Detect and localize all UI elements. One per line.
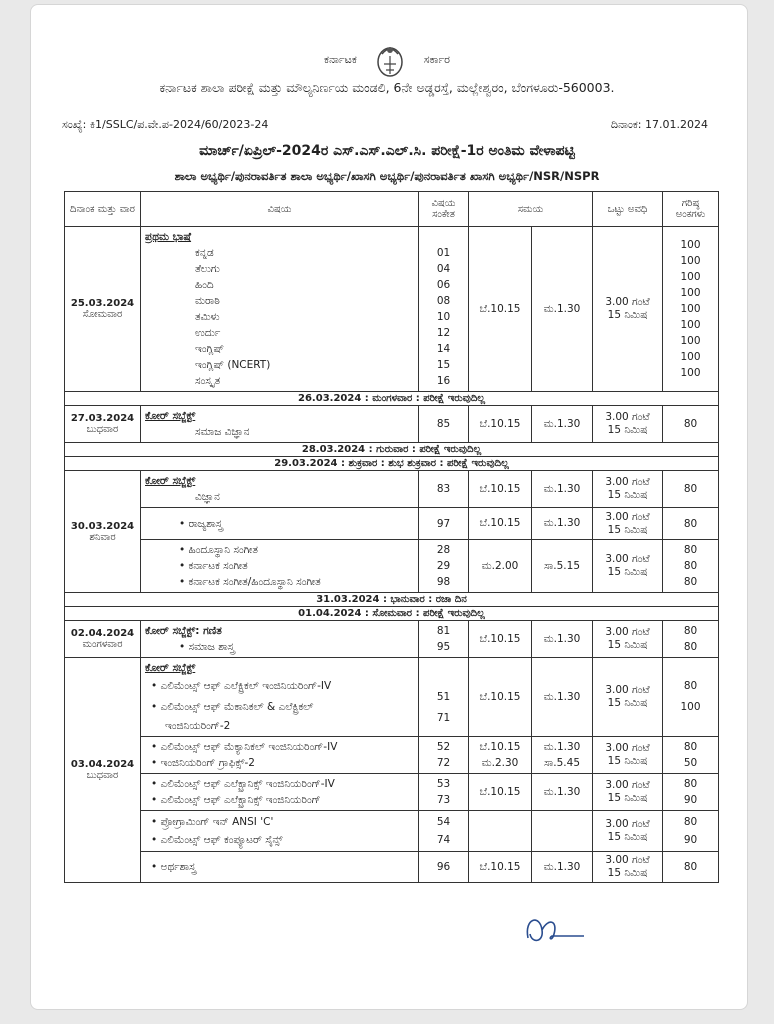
code-cell: 83 — [419, 471, 469, 508]
col-code: ವಿಷಯ ಸಂಕೇತ — [419, 192, 469, 227]
date-cell: 02.04.2024 ಮಂಗಳವಾರ — [65, 621, 141, 658]
marks-cell: 80 — [663, 852, 719, 883]
subject-cell: ಕೋರ್ ಸಬ್ಜೆಕ್ಟ್: ಗಣಿತ • ಸಮಾಜ ಶಾಸ್ತ್ರ — [141, 621, 419, 658]
table-row — [65, 406, 719, 443]
subject-cell: ಕೋರ್ ಸಬ್ಜೆಕ್ಟ್ ಸಮಾಜ ವಿಜ್ಞಾನ — [141, 406, 419, 443]
table-header-row — [65, 192, 719, 227]
page-title: ಮಾರ್ಚ್/ಏಪ್ರಿಲ್-2024ರ ಎಸ್.ಎಸ್.ಎಲ್.ಸಿ. ಪರೀಕ್ಷೆ-1ರ ಅಂತಿಮ ವೇಳಾಪಟ್ಟಿ — [199, 143, 575, 159]
date-cell: 27.03.2024 ಬುಧವಾರ — [65, 406, 141, 443]
end-time: ಮ.1.30 — [532, 508, 593, 540]
col-duration: ಒಟ್ಟು ಅವಧಿ — [593, 192, 663, 227]
duration-cell: 3.00 ಗಂಟೆ 15 ನಿಮಿಷ — [593, 227, 663, 392]
marks-cell: 80 80 80 — [663, 540, 719, 593]
holiday-row: 28.03.2024 : ಗುರುವಾರ : ಪರೀಕ್ಷೆ ಇರುವುದಿಲ್ಲ — [65, 443, 719, 457]
code-cell: 96 — [419, 852, 469, 883]
table-row — [65, 227, 719, 392]
code-cell: 81 95 — [419, 621, 469, 658]
start-time: ಬೆ.10.15 — [469, 621, 532, 658]
table-row — [65, 737, 719, 774]
code-cell: 01 04 06 08 10 12 14 15 16 — [419, 227, 469, 392]
marks-cell: 80 — [663, 508, 719, 540]
board-address: ಕರ್ನಾಟಕ ಶಾಲಾ ಪರೀಕ್ಷೆ ಮತ್ತು ಮೌಲ್ಯನಿರ್ಣಯ ಮಂಡಲಿ, 6ನೇ ಅಡ್ಡರಸ್ತೆ, ಮಲ್ಲೇಶ್ವರಂ, ಬೆಂಗಳೂರು-560003. — [159, 80, 615, 95]
end-time: ಮ.1.30 — [532, 658, 593, 737]
marks-cell: 80 100 — [663, 658, 719, 737]
start-time: ಬೆ.10.15 — [469, 227, 532, 392]
duration-cell: 3.00 ಗಂಟೆ 15 ನಿಮಿಷ — [593, 471, 663, 508]
table-row — [65, 508, 719, 540]
duration-cell: 3.00 ಗಂಟೆ 15 ನಿಮಿಷ — [593, 621, 663, 658]
date-cell: 25.03.2024 ಸೋಮವಾರ — [65, 227, 141, 392]
subject-cell: ಪ್ರಥಮ ಭಾಷೆ ಕನ್ನಡ ತೆಲುಗು ಹಿಂದಿ ಮರಾಠಿ ತಮಿಳು ಉರ್ದು ಇಂಗ್ಲಿಷ್ ಇಂಗ್ಲಿಷ್ (NCERT) ಸಂಸ್ಕೃತ — [141, 227, 419, 392]
duration-cell: 3.00 ಗಂಟೆ 15 ನಿಮಿಷ — [593, 540, 663, 593]
marks-cell: 80 — [663, 471, 719, 508]
start-time: ಬೆ.10.15 — [469, 406, 532, 443]
start-time: ಬೆ.10.15 — [469, 852, 532, 883]
col-time: ಸಮಯ — [469, 192, 593, 227]
subject-cell: • ಹಿಂದೂಸ್ಥಾನಿ ಸಂಗೀತ • ಕರ್ನಾಟಕ ಸಂಗೀತ • ಕರ್ನಾಟಕ ಸಂಗೀತ/ಹಿಂದೂಸ್ಥಾನಿ ಸಂಗೀತ — [141, 540, 419, 593]
gov-label-right: ಸರ್ಕಾರ — [423, 53, 450, 66]
table-row — [65, 774, 719, 811]
duration-cell: 3.00 ಗಂಟೆ 15 ನಿಮಿಷ — [593, 737, 663, 774]
col-date: ದಿನಾಂಕ ಮತ್ತು ವಾರ — [65, 192, 141, 227]
end-time: ಮ.1.30 — [532, 621, 593, 658]
subject-cell: • ಅರ್ಥಶಾಸ್ತ್ರ — [141, 852, 419, 883]
duration-cell: 3.00 ಗಂಟೆ 15 ನಿಮಿಷ — [593, 811, 663, 852]
holiday-row: 29.03.2024 : ಶುಕ್ರವಾರ : ಶುಭ ಶುಕ್ರವಾರ : ಪರೀಕ್ಷೆ ಇರುವುದಿಲ್ಲ — [65, 457, 719, 471]
code-cell: 53 73 — [419, 774, 469, 811]
marks-cell: 80 90 — [663, 811, 719, 852]
duration-cell: 3.00 ಗಂಟೆ 15 ನಿಮಿಷ — [593, 774, 663, 811]
table-row — [65, 811, 719, 852]
marks-cell: 100 100 100 100 100 100 100 100 100 — [663, 227, 719, 392]
subject-cell: • ರಾಜ್ಯಶಾಸ್ತ್ರ — [141, 508, 419, 540]
col-marks: ಗರಿಷ್ಠ ಅಂಕಗಳು — [663, 192, 719, 227]
duration-cell: 3.00 ಗಂಟೆ 15 ನಿಮಿಷ — [593, 852, 663, 883]
duration-cell: 3.00 ಗಂಟೆ 15 ನಿಮಿಷ — [593, 508, 663, 540]
start-time: ಬೆ.10.15 ಮ.2.30 — [469, 737, 532, 774]
duration-cell: 3.00 ಗಂಟೆ 15 ನಿಮಿಷ — [593, 406, 663, 443]
code-cell: 54 74 — [419, 811, 469, 852]
code-cell: 52 72 — [419, 737, 469, 774]
start-time: ಬೆ.10.15 — [469, 774, 532, 811]
start-time: ಬೆ.10.15 — [469, 658, 532, 737]
date-cell: 03.04.2024 ಬುಧವಾರ — [65, 658, 141, 883]
reference-number: ಸಂಖ್ಯೆ: ಕಿ1/SSLC/ಪ.ವೇ.ಪ-2024/60/2023-24 — [62, 118, 269, 131]
signature-icon — [518, 908, 588, 948]
subject-cell: • ಎಲಿಮೆಂಟ್ಸ್ ಆಫ್ ಮೆಕ್ಯಾನಿಕಲ್ ಇಂಜಿನಿಯರಿಂಗ್-IV • ಇಂಜಿನಿಯರಿಂಗ್ ಗ್ರಾಫಿಕ್ಸ್-2 — [141, 737, 419, 774]
code-cell: 51 71 — [419, 658, 469, 737]
timetable — [64, 191, 719, 883]
issue-date: ದಿನಾಂಕ: 17.01.2024 — [610, 118, 708, 131]
end-time: ಮ.1.30 ಸಾ.5.45 — [532, 737, 593, 774]
start-time: ಮ.2.00 — [469, 540, 532, 593]
holiday-row: 01.04.2024 : ಸೋಮವಾರ : ಪರೀಕ್ಷೆ ಇರುವುದಿಲ್ಲ — [65, 607, 719, 621]
end-time: ಮ.1.30 — [532, 227, 593, 392]
code-cell: 97 — [419, 508, 469, 540]
page-subtitle: ಶಾಲಾ ಅಭ್ಯರ್ಥಿ/ಪುನರಾವರ್ತಿತ ಶಾಲಾ ಅಭ್ಯರ್ಥಿ/ಖಾಸಗಿ ಅಭ್ಯರ್ಥಿ/ಪುನರಾವರ್ತಿತ ಖಾಸಗಿ ಅಭ್ಯರ್ಥಿ/NSR/NSPR — [174, 169, 600, 183]
duration-cell: 3.00 ಗಂಟೆ 15 ನಿಮಿಷ — [593, 658, 663, 737]
marks-cell: 80 50 — [663, 737, 719, 774]
table-row — [65, 471, 719, 508]
table-row — [65, 540, 719, 593]
code-cell: 85 — [419, 406, 469, 443]
gov-label-left: ಕರ್ನಾಟಕ — [324, 53, 357, 66]
end-time: ಮ.1.30 — [532, 406, 593, 443]
end-time: ಸಾ.5.15 — [532, 540, 593, 593]
marks-cell: 80 — [663, 406, 719, 443]
state-emblem-icon — [370, 40, 410, 80]
table-row — [65, 658, 719, 737]
table-row — [65, 852, 719, 883]
marks-cell: 80 80 — [663, 621, 719, 658]
subject-cell: ಕೋರ್ ಸಬ್ಜೆಕ್ಟ್ • ಎಲಿಮೆಂಟ್ಸ್ ಆಫ್ ಎಲೆಕ್ಟ್ರಿಕಲ್ ಇಂಜಿನಿಯರಿಂಗ್-IV • ಎಲಿಮೆಂಟ್ಸ್ ಆಫ್ ಮೆಕಾನಿಕಲ್ & ಎಲೆಕ್ಟ್ರಿಕಲ್ ಇಂಜಿನಿಯರಿಂಗ್-2 — [141, 658, 419, 737]
col-subject: ವಿಷಯ — [141, 192, 419, 227]
subject-cell: • ಪ್ರೋಗ್ರಾಮಿಂಗ್ ಇನ್ ANSI 'C' • ಎಲಿಮೆಂಟ್ಸ್ ಆಫ್ ಕಂಪ್ಯೂಟರ್ ಸೈನ್ಸ್ — [141, 811, 419, 852]
holiday-row: 31.03.2024 : ಭಾನುವಾರ : ರಜಾ ದಿನ — [65, 593, 719, 607]
end-time: ಮ.1.30 — [532, 774, 593, 811]
end-time: ಮ.1.30 — [532, 852, 593, 883]
government-header — [0, 40, 774, 80]
marks-cell: 80 90 — [663, 774, 719, 811]
subject-cell: • ಎಲಿಮೆಂಟ್ಸ್ ಆಫ್ ಎಲೆಕ್ಟ್ರಾನಿಕ್ಸ್ ಇಂಜಿನಿಯರಿಂಗ್-IV • ಎಲಿಮೆಂಟ್ಸ್ ಆಫ್ ಎಲೆಕ್ಟ್ರಾನಿಕ್ಸ್ ಇಂಜಿನಿಯರಿಂಗ್ — [141, 774, 419, 811]
end-time: ಮ.1.30 — [532, 471, 593, 508]
table-row — [65, 621, 719, 658]
code-cell: 28 29 98 — [419, 540, 469, 593]
subject-cell: ಕೋರ್ ಸಬ್ಜೆಕ್ಟ್ ವಿಜ್ಞಾನ — [141, 471, 419, 508]
end-time — [532, 811, 593, 852]
start-time: ಬೆ.10.15 — [469, 508, 532, 540]
holiday-row: 26.03.2024 : ಮಂಗಳವಾರ : ಪರೀಕ್ಷೆ ಇರುವುದಿಲ್ಲ — [65, 392, 719, 406]
start-time: ಬೆ.10.15 — [469, 471, 532, 508]
date-cell: 30.03.2024 ಶನಿವಾರ — [65, 471, 141, 593]
start-time — [469, 811, 532, 852]
